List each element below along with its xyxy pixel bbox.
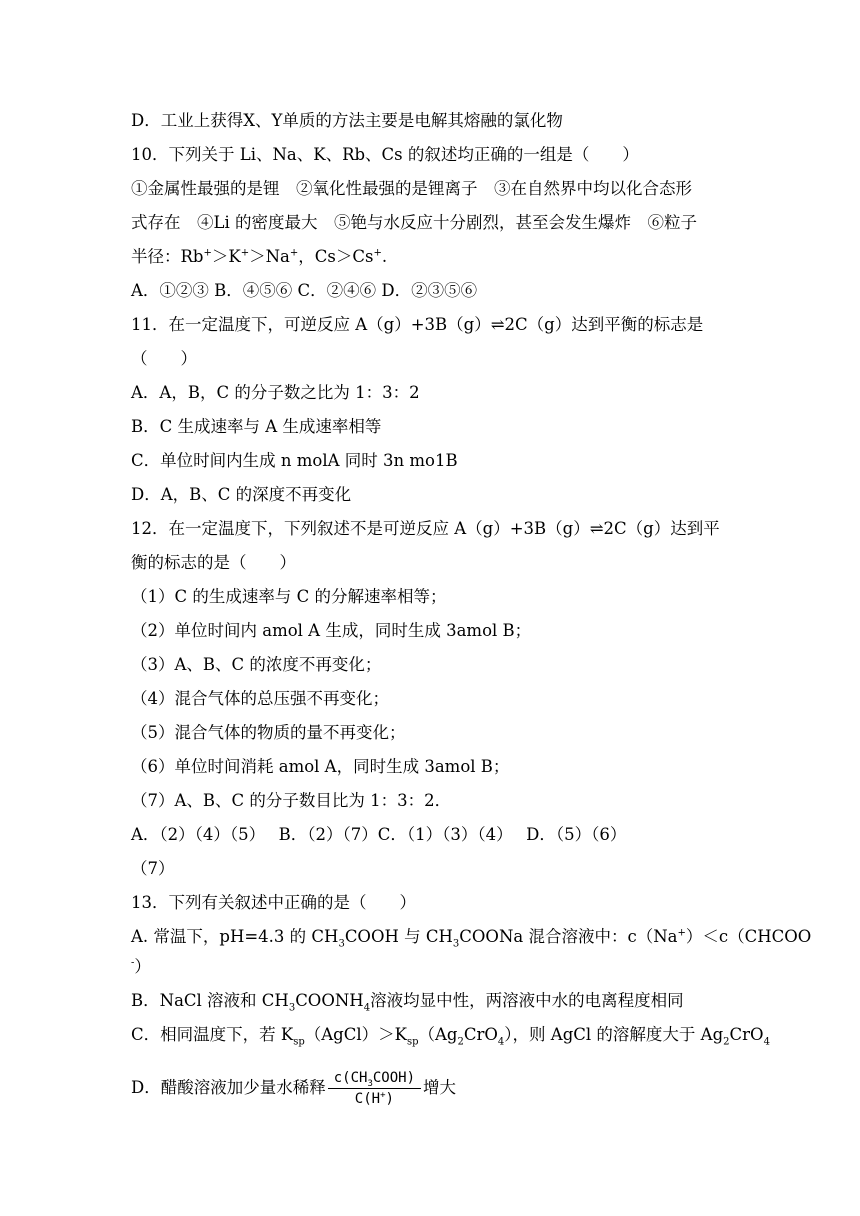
- q12-options-cont: （7）: [131, 859, 175, 878]
- q12-statement-2: （2）单位时间内 amol A 生成，同时生成 3amol B；: [131, 621, 532, 640]
- q10-options: A．①②③ B．④⑤⑥ C．②④⑥ D．②③⑤⑥: [131, 281, 478, 300]
- q12-stem-cont: 衡的标志的是（ ）: [131, 553, 296, 572]
- q13-option-d: D．醋酸溶液加少量水稀释 $\frac{c(CH_3COOH)}{C(H^+)}$ 增大: [131, 1070, 457, 1107]
- q12-statement-6: （6）单位时间消耗 amol A，同时生成 3amol B；: [131, 757, 510, 776]
- q13-option-a: A. 常温下，pH=4.3 的 $CH_3COOH$ 与 $CH_3COONa$ 混合溶液中：c（Na+）＜c（CHCOO: [131, 927, 812, 950]
- q12-statement-5: （5）混合气体的物质的量不再变化；: [131, 723, 406, 742]
- q12-statement-1: （1）C 的生成速率与 C 的分解速率相等；: [131, 587, 447, 606]
- q13-option-b: B．NaCl 溶液和 $CH_3COONH_4$溶液均显中性，两溶液中水的电离程度相同: [131, 991, 684, 1014]
- concentration-ratio-fraction: [328, 1069, 421, 1108]
- q9-option-d: D．工业上获得X、Y单质的方法主要是电解其熔融的氯化物: [131, 111, 563, 130]
- q11-option-d: D．A，B、C 的深度不再变化: [131, 485, 352, 504]
- q10-statements-line3: 半径：Rb+＞K+＞Na+，Cs＞Cs+.: [131, 247, 388, 266]
- q12-statement-7: （7）A、B、C 的分子数目比为 1：3：2．: [131, 791, 452, 810]
- q13-stem: 13．下列有关叙述中正确的是（ ）: [131, 893, 416, 912]
- q11-option-b: B．C 生成速率与 A 生成速率相等: [131, 417, 382, 436]
- q12-options: A．（2）（4）（5） B．（2）（7）C．（1）（3）（4） D．（5）（6）: [131, 825, 627, 844]
- fraction-numerator: $c(CH_3COOH)$: [328, 1069, 421, 1089]
- q10-stem: 10．下列关于 Li、Na、K、Rb、Cs 的叙述均正确的一组是（ ）: [131, 145, 639, 164]
- q12-stem: 12．在一定温度下，下列叙述不是可逆反应 A（g）+3B（g）⇌2C（g）达到平: [131, 519, 720, 538]
- fraction-denominator: C(H+): [354, 1090, 394, 1107]
- q11-option-a: A．A，B，C 的分子数之比为 1：3：2: [131, 383, 420, 402]
- q12-statement-3: （3）A、B、C 的浓度不再变化；: [131, 655, 382, 674]
- q10-statements-line2: 式存在 ④Li 的密度最大 ⑤铯与水反应十分剧烈，甚至会发生爆炸 ⑥粒子: [131, 213, 697, 232]
- q12-statement-4: （4）混合气体的总压强不再变化；: [131, 689, 389, 708]
- q11-stem: 11．在一定温度下，可逆反应 A（g）+3B（g）⇌2C（g）达到平衡的标志是: [131, 315, 704, 334]
- q11-stem-cont: （ ）: [131, 349, 197, 368]
- q13-option-c: C．相同温度下，若 $K_{sp}(AgCl)>K_{sp}(Ag_2CrO_4)$，则 AgCl 的溶解度大于 $Ag_2CrO_4$: [131, 1025, 770, 1048]
- q10-statements-line1: ①金属性最强的是锂 ②氧化性最强的是锂离子 ③在自然界中均以化合态形: [131, 179, 692, 198]
- q11-option-c: C．单位时间内生成 n molA 同时 3n mo1B: [131, 451, 458, 470]
- q13-option-a-cont: -）: [131, 957, 151, 976]
